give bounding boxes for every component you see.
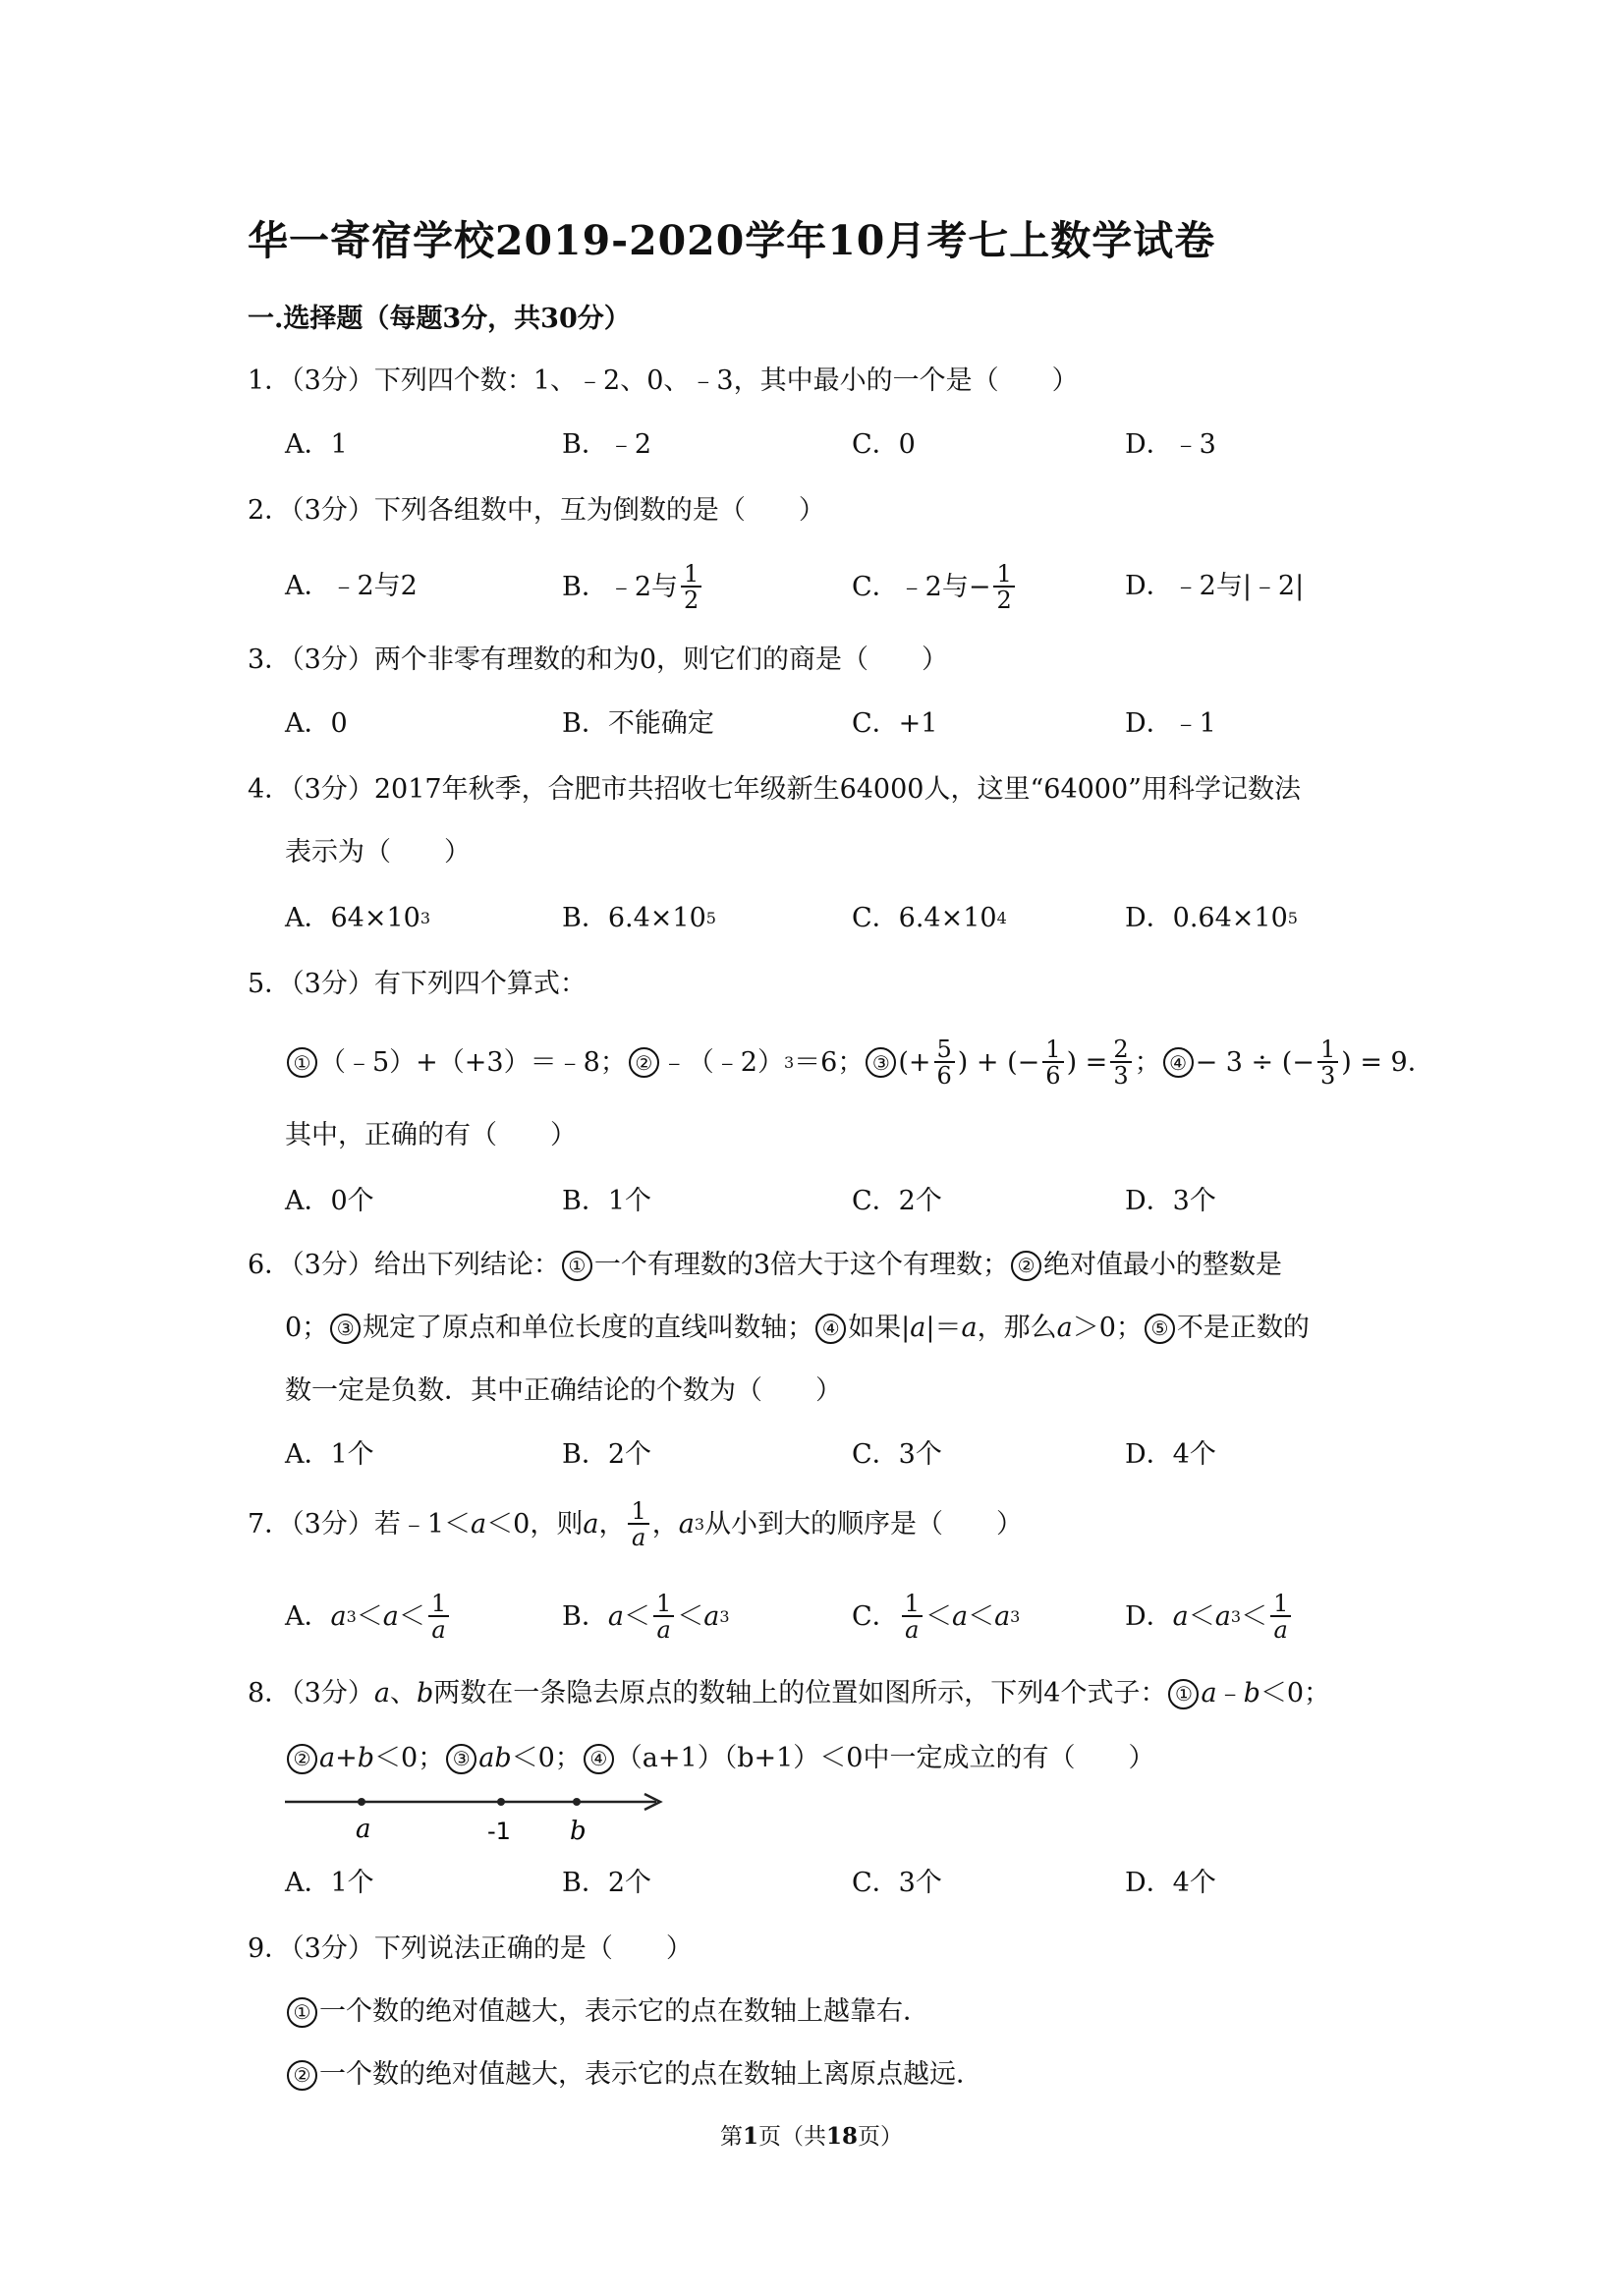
question-2-stem: 2．（3分）下列各组数中，互为倒数的是（ ）	[248, 495, 825, 526]
axis-label-minus-one: -1	[487, 1818, 511, 1845]
circled-number: ②	[287, 1744, 317, 1774]
question-1-stem: 1．（3分）下列四个数：1、﹣2、0、﹣3，其中最小的一个是（ ）	[248, 365, 1079, 396]
question-9-statement-2: ② 一个数的绝对值越大，表示它的点在数轴上离原点越远．	[285, 2057, 982, 2093]
circled-number: ③	[446, 1744, 476, 1774]
total-pages: 18	[826, 2123, 859, 2150]
option-c: C．0	[852, 429, 916, 460]
option-c: C．3个	[852, 1439, 942, 1470]
question-6-stem-line2: 0； ③ 规定了原点和单位长度的直线叫数轴； ④ 如果| a |＝ a ，那么 a ＞0； ⑤ 不是正数的	[285, 1313, 1310, 1343]
circled-number: ①	[1168, 1679, 1199, 1709]
fraction: $\frac{1}{a}$	[428, 1592, 449, 1642]
question-5-expressions: ① （﹣5）+（+3）＝﹣8； ② ﹣（﹣2） 3 ＝6； ③ (+ $\frac{5}{6}$ ) + (− $\frac{1}{6}$ ) = $\frac{2}{3}$ ； ④ − 3 ÷ (− $\frac{1}{3}$ ) = 9．	[285, 1037, 1434, 1088]
option-a: A．0个	[285, 1186, 374, 1216]
fraction: $\frac{1}{a}$	[628, 1499, 648, 1549]
question-5-stem-cont: 其中，正确的有（ ）	[285, 1120, 577, 1150]
option-d: D．0.64×10 5	[1125, 903, 1298, 933]
circled-number: ①	[562, 1251, 592, 1281]
question-8-stem-line2: ② a + b ＜0； ③ ab ＜0； ④ （a+1）（b+1）＜0中一定成立的有（ ）	[285, 1741, 1154, 1776]
option-d: D．﹣2与|﹣2|	[1125, 571, 1305, 601]
circled-number: ②	[287, 2060, 317, 2091]
fraction: $\frac{1}{a}$	[653, 1592, 674, 1642]
fraction: $\frac{1}{a}$	[902, 1592, 923, 1642]
point-b	[573, 1798, 581, 1806]
option-b	[562, 562, 704, 612]
option-b: B．1个	[562, 1186, 652, 1216]
fraction: $\frac{1}{a}$	[1270, 1592, 1291, 1642]
fraction: $\frac{5}{6}$	[934, 1037, 955, 1088]
option-a: A．64×10 3	[285, 903, 431, 933]
option-b: B．2个	[562, 1868, 652, 1898]
circled-number: ②	[629, 1047, 659, 1078]
question-5-stem: 5．（3分）有下列四个算式：	[248, 969, 587, 999]
option-c: C．+1	[852, 708, 938, 739]
option-a: A． a 3 ＜ a ＜ $\frac{1}{a}$	[285, 1592, 452, 1642]
option-b: B．﹣2	[562, 429, 652, 460]
option-d: D．﹣3	[1125, 429, 1216, 460]
option-b-text: B．﹣2与	[562, 571, 679, 602]
option-a: A．1个	[285, 1868, 374, 1898]
option-d: D．3个	[1125, 1186, 1216, 1216]
circled-number: ②	[1011, 1251, 1041, 1281]
question-7-stem: 7．（3分）若﹣1＜ a ＜0，则 a ， $\frac{1}{a}$ ， a 3 从小到大的顺序是（ ）	[248, 1497, 1024, 1551]
section-heading: 一.选择题（每题3分，共30分）	[248, 304, 631, 334]
fraction: $\frac{2}{3}$	[1110, 1037, 1131, 1088]
axis-label-a: a	[356, 1815, 371, 1844]
question-8-options	[285, 1859, 1415, 1914]
question-4-stem-cont: 表示为（ ）	[285, 837, 471, 868]
option-d: D．4个	[1125, 1868, 1216, 1898]
option-b: B．不能确定	[562, 708, 714, 739]
circled-number: ④	[815, 1314, 846, 1344]
circled-number: ①	[287, 1997, 317, 2028]
question-5-options	[285, 1177, 1415, 1232]
circled-number: ①	[287, 1047, 317, 1078]
question-2-options	[285, 562, 1415, 617]
axis-label-b: b	[570, 1817, 587, 1845]
number-line-figure	[283, 1786, 676, 1845]
circled-number: ④	[584, 1744, 614, 1774]
option-c: C． $\frac{1}{a}$ ＜ a ＜ a 3	[852, 1590, 1021, 1644]
question-6-stem-line3: 数一定是负数．其中正确结论的个数为（ ）	[285, 1375, 842, 1406]
question-4-options	[285, 894, 1415, 949]
option-c	[852, 562, 1018, 612]
fraction: $\frac{1}{2}$	[681, 562, 701, 612]
question-8-stem: 8．（3分） a 、 b 两数在一条隐去原点的数轴上的位置如图所示，下列4个式子： ① a ﹣ b ＜0；	[248, 1678, 1331, 1708]
question-6-options	[285, 1430, 1415, 1485]
option-a: A．1	[285, 429, 348, 460]
circled-number: ③	[866, 1047, 896, 1078]
option-d: D．﹣1	[1125, 708, 1216, 739]
page-number: 1	[742, 2123, 758, 2150]
page-footer: 第1页（共18页）	[719, 2123, 904, 2150]
option-d: D． a ＜ a 3 ＜ $\frac{1}{a}$	[1125, 1592, 1294, 1642]
page-title: 华一寄宿学校2019-2020学年10月考七上数学试卷	[248, 217, 1216, 264]
circled-number: ③	[330, 1314, 361, 1344]
question-4-stem: 4．（3分）2017年秋季，合肥市共招收七年级新生64000人，这里“64000”用科学记数法	[248, 774, 1301, 805]
option-c-text: C．﹣2与−	[852, 571, 991, 602]
fraction: $\frac{1}{2}$	[993, 562, 1014, 612]
option-b: B．2个	[562, 1439, 652, 1470]
option-c: C．3个	[852, 1868, 942, 1898]
point-minus-one	[497, 1798, 505, 1806]
circled-number: ④	[1163, 1047, 1194, 1078]
option-b: B．6.4×10 5	[562, 903, 716, 933]
fraction: $\frac{1}{3}$	[1317, 1037, 1338, 1088]
question-1-options	[285, 420, 1415, 476]
option-c: C．2个	[852, 1186, 942, 1216]
question-7-options	[285, 1592, 1415, 1647]
option-a: A．0	[285, 708, 348, 739]
question-3-options	[285, 700, 1415, 755]
option-a: A．1个	[285, 1439, 374, 1470]
option-b: B． a ＜ $\frac{1}{a}$ ＜ a 3	[562, 1590, 730, 1644]
question-9-statement-1: ① 一个数的绝对值越大，表示它的点在数轴上越靠右．	[285, 1994, 929, 2030]
option-a: A．﹣2与2	[285, 571, 418, 601]
question-9-stem: 9．（3分）下列说法正确的是（ ）	[248, 1933, 693, 1964]
option-c: C．6.4×10 4	[852, 903, 1007, 933]
circled-number: ⑤	[1145, 1314, 1175, 1344]
option-d: D．4个	[1125, 1439, 1216, 1470]
question-6-stem: 6．（3分）给出下列结论： ① 一个有理数的3倍大于这个有理数； ② 绝对值最小的整数是	[248, 1250, 1283, 1280]
question-3-stem: 3．（3分）两个非零有理数的和为0，则它们的商是（ ）	[248, 644, 949, 675]
fraction: $\frac{1}{6}$	[1042, 1037, 1063, 1088]
point-a	[358, 1798, 365, 1806]
